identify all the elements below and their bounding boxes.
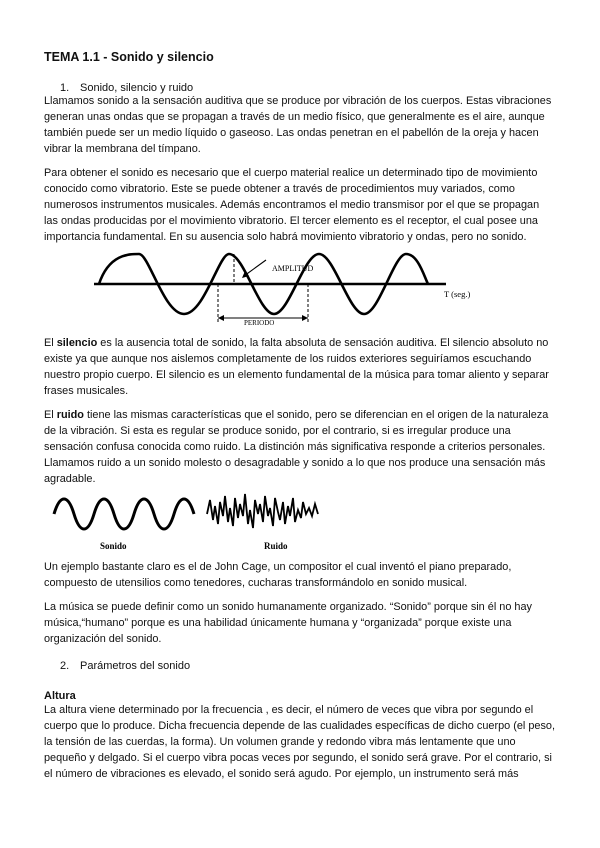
irregular-noise-wave (207, 494, 318, 528)
period-label: PERIODO (244, 319, 275, 327)
paragraph-silence: El silencio es la ausencia total de sonido, la falta absoluta de sensación auditiva. El silencio absoluto no existe ya que aunque nos aislemos completamente de los ruidos exteriores seguiríamos escuchando nuestro propio cuerpo. El silencio es un elemento fundamental de la música para tomar aliento y separar frases musicales. (44, 337, 549, 397)
amplitude-arrow (244, 260, 266, 276)
section-label: Parámetros del sonido (80, 660, 191, 672)
time-axis-label: T (seg.) (444, 289, 471, 299)
sound-noise-diagram (52, 486, 352, 556)
document-title: TEMA 1.1 - Sonido y silencio (44, 50, 214, 64)
wave-diagram (94, 248, 514, 328)
altura-heading: Altura (44, 690, 76, 702)
section-label: Sonido, silencio y ruido (80, 82, 194, 94)
paragraph-noise: El ruido tiene las mismas características que el sonido, pero se diferencian en el origen de la naturaleza de la vibración. Si esta es regular se produce sonido, por el contrario, si es irregular produce una sensación confusa conocida como ruido. La distinción más significativa responde a criterios personales. Llamamos ruido a un sonido molesto o desagradable y sonido a lo que nos produce una sensación más agradable. (44, 409, 549, 485)
period-arrow-left (218, 315, 224, 321)
paragraph-john-cage: Un ejemplo bastante claro es el de John Cage, un compositor el cual inventó el piano preparado, compuesto de utensilios como tenedores, cucharas transformándolo en sonido musical. (44, 561, 512, 589)
section-number: 1. (60, 82, 70, 94)
section-heading-1 (60, 82, 193, 94)
section-heading-2 (60, 660, 190, 672)
paragraph-sound-production: Para obtener el sonido es necesario que el cuerpo material realice un determinado tipo de movimiento conocido como vibratorio. Este se puede obtener a través de procedimientos muy variados, como numerosos instrumentos musicales. Además encontramos el medio transmisor por el que se propagan las ondas producidas por el movimiento vibratorio. El tercer elemento es el receptor, el cual posee una importancia fundamental. En su ausencia solo habrá movimiento vibratorio y ondas, pero no sonido. (44, 167, 540, 243)
paragraph-altura: La altura viene determinado por la frecuencia , es decir, el número de veces que vibra por segundo el cuerpo que lo produce. Dicha frecuencia depende de las cualidades específicas de dicho cuerpo (el peso, la tensión de las cuerdas, la forma). Un volumen grande y redondo vibra más lentamente que uno pequeño y delgado. Si el cuerpo vibra pocas veces por segundo, el sonido será grave. Por el contrario, si el número de vibraciones es elevado, el sonido será agudo. Por ejemplo, un instrumento será más (44, 704, 555, 780)
paragraph-music-definition: La música se puede definir como un sonido humanamente organizado. “Sonido” porque sin él no hay música,“humano” porque es una habilidad únicamente humana y “organizada” porque existe una organización del sonido. (44, 601, 532, 645)
term-ruido: ruido (56, 409, 84, 421)
term-silencio: silencio (56, 337, 98, 349)
section-number: 2. (60, 660, 70, 672)
regular-sound-wave (54, 499, 194, 529)
amplitude-label: AMPLITUD (272, 264, 314, 273)
sound-label: Sonido (100, 541, 127, 551)
noise-label: Ruido (264, 541, 288, 551)
paragraph-sound-definition: Llamamos sonido a la sensación auditiva que se produce por vibración de los cuerpos. Estas vibraciones generan unas ondas que se propagan a través de un medio físico, que generalmente es el aire, aunque también puede ser un medio líquido o gaseoso. Las ondas penetran en el pabellón de la oreja y hacen vibrar la membrana del tímpano. (44, 95, 552, 155)
period-arrow-right (302, 315, 308, 321)
